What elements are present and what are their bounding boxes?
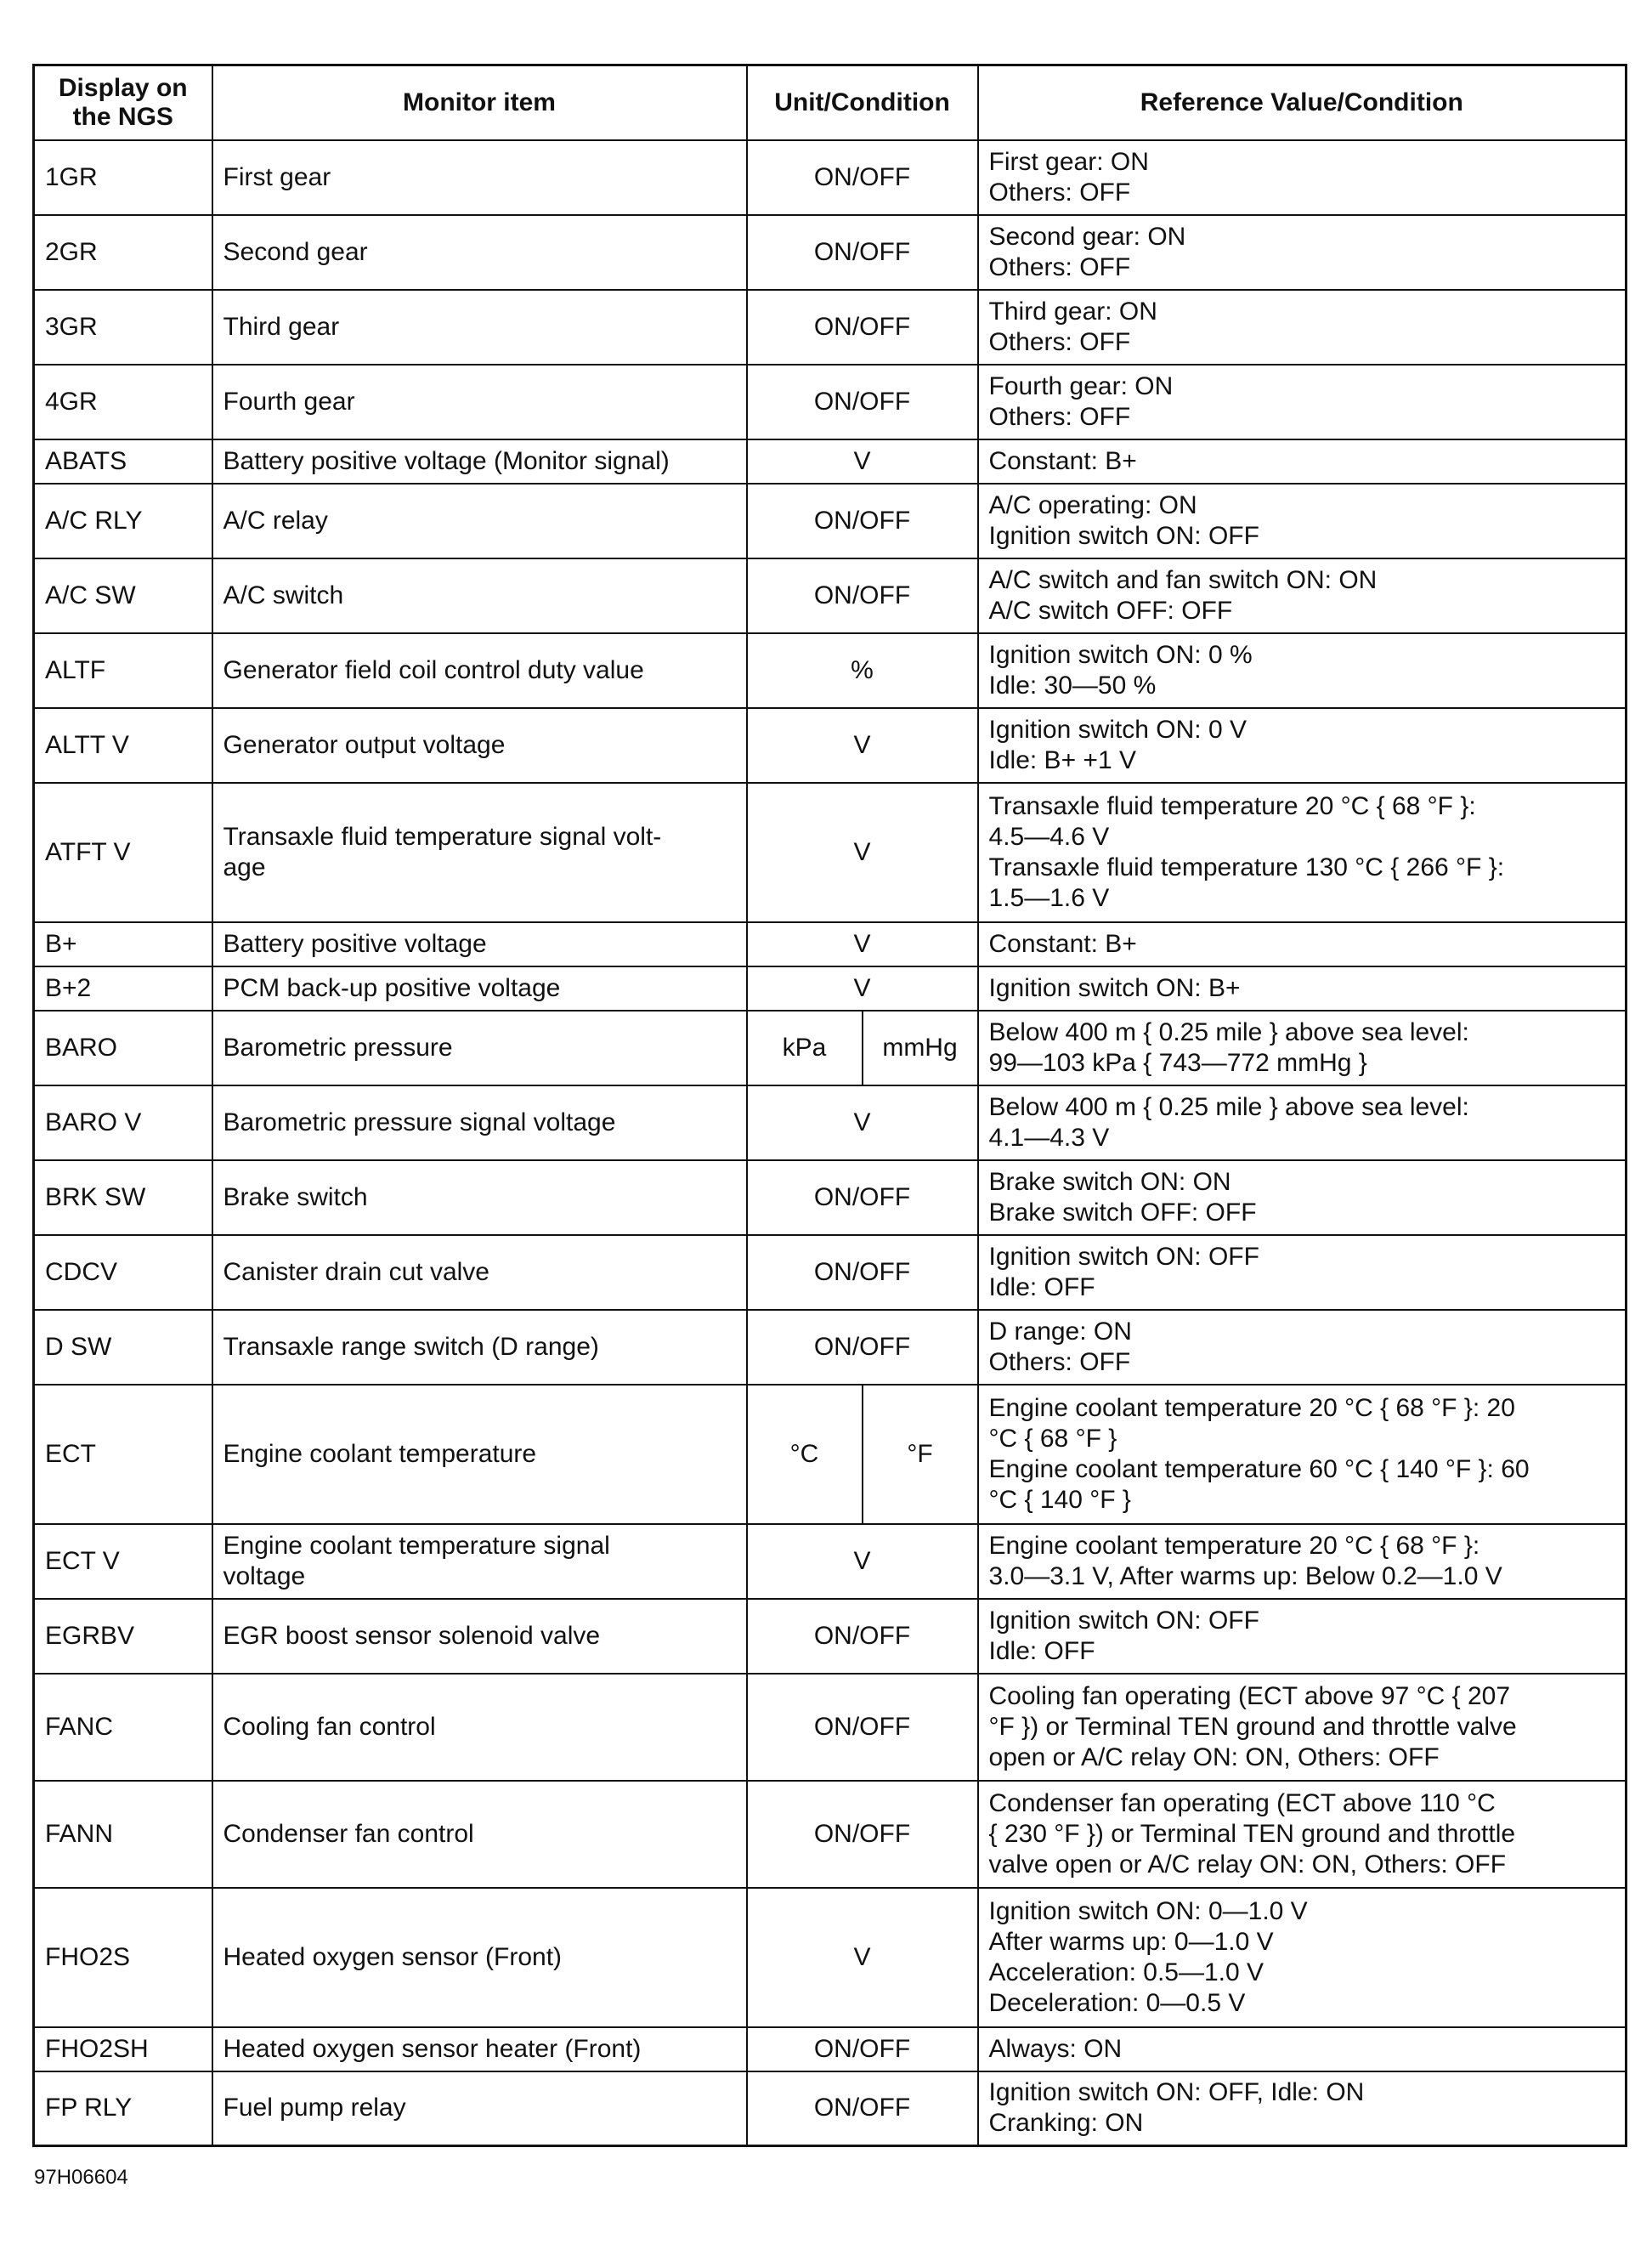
table-row xyxy=(34,1524,1627,1599)
table-row xyxy=(34,558,1627,633)
cell-unit: ON/OFF xyxy=(747,1674,978,1781)
table-row xyxy=(34,484,1627,558)
table-row xyxy=(34,140,1627,215)
cell-display: 1GR xyxy=(34,140,212,215)
table-body xyxy=(34,140,1627,2146)
cell-unit-b: °F xyxy=(863,1385,978,1524)
cell-display: 4GR xyxy=(34,365,212,439)
cell-display: FP RLY xyxy=(34,2071,212,2146)
monitor-reference-table xyxy=(32,64,1627,2147)
cell-monitor: Transaxle fluid temperature signal volt- age xyxy=(212,783,747,922)
cell-unit-a: kPa xyxy=(747,1011,863,1085)
table-row xyxy=(34,2027,1627,2071)
cell-monitor: Second gear xyxy=(212,215,747,290)
cell-unit: ON/OFF xyxy=(747,1781,978,1888)
cell-display: CDCV xyxy=(34,1235,212,1310)
cell-display: A/C SW xyxy=(34,558,212,633)
cell-unit-a: °C xyxy=(747,1385,863,1524)
cell-monitor: Fuel pump relay xyxy=(212,2071,747,2146)
cell-reference: Ignition switch ON: B+ xyxy=(978,966,1627,1011)
cell-monitor: Cooling fan control xyxy=(212,1674,747,1781)
cell-display: ECT V xyxy=(34,1524,212,1599)
table-row xyxy=(34,365,1627,439)
cell-reference: Below 400 m { 0.25 mile } above sea level: 4.1—4.3 V xyxy=(978,1085,1627,1160)
cell-display: BARO xyxy=(34,1011,212,1085)
cell-display: BRK SW xyxy=(34,1160,212,1235)
cell-reference: Ignition switch ON: 0 % Idle: 30—50 % xyxy=(978,633,1627,708)
cell-unit: ON/OFF xyxy=(747,558,978,633)
header-display: Display on the NGS xyxy=(34,65,212,140)
cell-unit: V xyxy=(747,708,978,783)
figure-code: 97H06604 xyxy=(34,2166,128,2189)
cell-display: ALTF xyxy=(34,633,212,708)
cell-monitor: Heated oxygen sensor heater (Front) xyxy=(212,2027,747,2071)
cell-reference: D range: ON Others: OFF xyxy=(978,1310,1627,1385)
table-row xyxy=(34,1599,1627,1674)
cell-unit: ON/OFF xyxy=(747,1160,978,1235)
cell-reference: Engine coolant temperature 20 °C { 68 °F }: 3.0—3.1 V, After warms up: Below 0.2—1.0 V xyxy=(978,1524,1627,1599)
cell-unit: ON/OFF xyxy=(747,365,978,439)
cell-monitor: Engine coolant temperature signal voltage xyxy=(212,1524,747,1599)
table-row xyxy=(34,215,1627,290)
cell-reference: Ignition switch ON: 0 V Idle: B+ +1 V xyxy=(978,708,1627,783)
cell-display: FHO2SH xyxy=(34,2027,212,2071)
cell-unit: ON/OFF xyxy=(747,2027,978,2071)
cell-unit: V xyxy=(747,966,978,1011)
cell-unit: V xyxy=(747,1524,978,1599)
cell-reference: A/C switch and fan switch ON: ON A/C switch OFF: OFF xyxy=(978,558,1627,633)
cell-monitor: Fourth gear xyxy=(212,365,747,439)
cell-unit-b: mmHg xyxy=(863,1011,978,1085)
header-unit: Unit/Condition xyxy=(747,65,978,140)
cell-monitor: Third gear xyxy=(212,290,747,365)
table-row xyxy=(34,1674,1627,1781)
table-row xyxy=(34,439,1627,484)
cell-monitor: Heated oxygen sensor (Front) xyxy=(212,1888,747,2027)
cell-display: FHO2S xyxy=(34,1888,212,2027)
cell-reference: Second gear: ON Others: OFF xyxy=(978,215,1627,290)
cell-reference: Third gear: ON Others: OFF xyxy=(978,290,1627,365)
cell-reference: Ignition switch ON: OFF Idle: OFF xyxy=(978,1235,1627,1310)
header-reference: Reference Value/Condition xyxy=(978,65,1627,140)
cell-monitor: EGR boost sensor solenoid valve xyxy=(212,1599,747,1674)
cell-reference: Ignition switch ON: OFF, Idle: ON Cranking: ON xyxy=(978,2071,1627,2146)
cell-reference: Transaxle fluid temperature 20 °C { 68 °F }: 4.5—4.6 V Transaxle fluid temperature 130 °C { 266 °F }: 1.5—1.6 V xyxy=(978,783,1627,922)
cell-display: 2GR xyxy=(34,215,212,290)
cell-reference: Below 400 m { 0.25 mile } above sea level: 99—103 kPa { 743—772 mmHg } xyxy=(978,1011,1627,1085)
cell-monitor: Engine coolant temperature xyxy=(212,1385,747,1524)
cell-display: FANC xyxy=(34,1674,212,1781)
cell-monitor: Brake switch xyxy=(212,1160,747,1235)
cell-display: B+2 xyxy=(34,966,212,1011)
cell-display: D SW xyxy=(34,1310,212,1385)
cell-monitor: Condenser fan control xyxy=(212,1781,747,1888)
cell-reference: Cooling fan operating (ECT above 97 °C { 207 °F }) or Terminal TEN ground and throttle valve open or A/C relay ON: ON, Others: OFF xyxy=(978,1674,1627,1781)
cell-unit: V xyxy=(747,783,978,922)
cell-display: ALTT V xyxy=(34,708,212,783)
cell-display: 3GR xyxy=(34,290,212,365)
cell-monitor: Transaxle range switch (D range) xyxy=(212,1310,747,1385)
table-row xyxy=(34,1385,1627,1524)
table-row xyxy=(34,1888,1627,2027)
table-row xyxy=(34,708,1627,783)
cell-unit: V xyxy=(747,439,978,484)
cell-display: ECT xyxy=(34,1385,212,1524)
cell-reference: A/C operating: ON Ignition switch ON: OFF xyxy=(978,484,1627,558)
cell-reference: Ignition switch ON: OFF Idle: OFF xyxy=(978,1599,1627,1674)
cell-unit: V xyxy=(747,1085,978,1160)
cell-unit: V xyxy=(747,1888,978,2027)
cell-monitor: A/C relay xyxy=(212,484,747,558)
cell-monitor: Barometric pressure signal voltage xyxy=(212,1085,747,1160)
cell-unit: ON/OFF xyxy=(747,140,978,215)
cell-display: B+ xyxy=(34,922,212,966)
table-row xyxy=(34,2071,1627,2146)
table-row xyxy=(34,1011,1627,1085)
cell-reference: Constant: B+ xyxy=(978,922,1627,966)
cell-unit: ON/OFF xyxy=(747,1235,978,1310)
cell-unit: ON/OFF xyxy=(747,484,978,558)
header-monitor: Monitor item xyxy=(212,65,747,140)
table-row xyxy=(34,783,1627,922)
table-row xyxy=(34,633,1627,708)
cell-monitor: First gear xyxy=(212,140,747,215)
cell-display: ABATS xyxy=(34,439,212,484)
cell-monitor: Battery positive voltage (Monitor signal) xyxy=(212,439,747,484)
cell-monitor: PCM back-up positive voltage xyxy=(212,966,747,1011)
cell-monitor: Barometric pressure xyxy=(212,1011,747,1085)
cell-reference: Fourth gear: ON Others: OFF xyxy=(978,365,1627,439)
cell-reference: First gear: ON Others: OFF xyxy=(978,140,1627,215)
cell-unit: ON/OFF xyxy=(747,2071,978,2146)
cell-reference: Always: ON xyxy=(978,2027,1627,2071)
cell-monitor: Generator output voltage xyxy=(212,708,747,783)
cell-unit: V xyxy=(747,922,978,966)
table-row xyxy=(34,1160,1627,1235)
cell-reference: Condenser fan operating (ECT above 110 °C { 230 °F }) or Terminal TEN ground and throttle valve open or A/C relay ON: ON, Others: OFF xyxy=(978,1781,1627,1888)
table-row xyxy=(34,1310,1627,1385)
cell-display: BARO V xyxy=(34,1085,212,1160)
cell-unit: ON/OFF xyxy=(747,1599,978,1674)
table-row xyxy=(34,922,1627,966)
table-row xyxy=(34,1085,1627,1160)
cell-unit: % xyxy=(747,633,978,708)
cell-monitor: Canister drain cut valve xyxy=(212,1235,747,1310)
cell-unit: ON/OFF xyxy=(747,290,978,365)
cell-reference: Constant: B+ xyxy=(978,439,1627,484)
cell-display: FANN xyxy=(34,1781,212,1888)
table-row xyxy=(34,290,1627,365)
cell-display: EGRBV xyxy=(34,1599,212,1674)
cell-unit: ON/OFF xyxy=(747,215,978,290)
cell-display: ATFT V xyxy=(34,783,212,922)
table-row xyxy=(34,1235,1627,1310)
table-header-row xyxy=(34,65,1627,140)
cell-unit: ON/OFF xyxy=(747,1310,978,1385)
cell-monitor: Battery positive voltage xyxy=(212,922,747,966)
cell-reference: Ignition switch ON: 0—1.0 V After warms up: 0—1.0 V Acceleration: 0.5—1.0 V Deceleration: 0—0.5 V xyxy=(978,1888,1627,2027)
cell-display: A/C RLY xyxy=(34,484,212,558)
cell-reference: Engine coolant temperature 20 °C { 68 °F }: 20 °C { 68 °F } Engine coolant temperature 60 °C { 140 °F }: 60 °C { 140 °F } xyxy=(978,1385,1627,1524)
cell-monitor: A/C switch xyxy=(212,558,747,633)
cell-monitor: Generator field coil control duty value xyxy=(212,633,747,708)
table-row xyxy=(34,1781,1627,1888)
table-row xyxy=(34,966,1627,1011)
cell-reference: Brake switch ON: ON Brake switch OFF: OFF xyxy=(978,1160,1627,1235)
